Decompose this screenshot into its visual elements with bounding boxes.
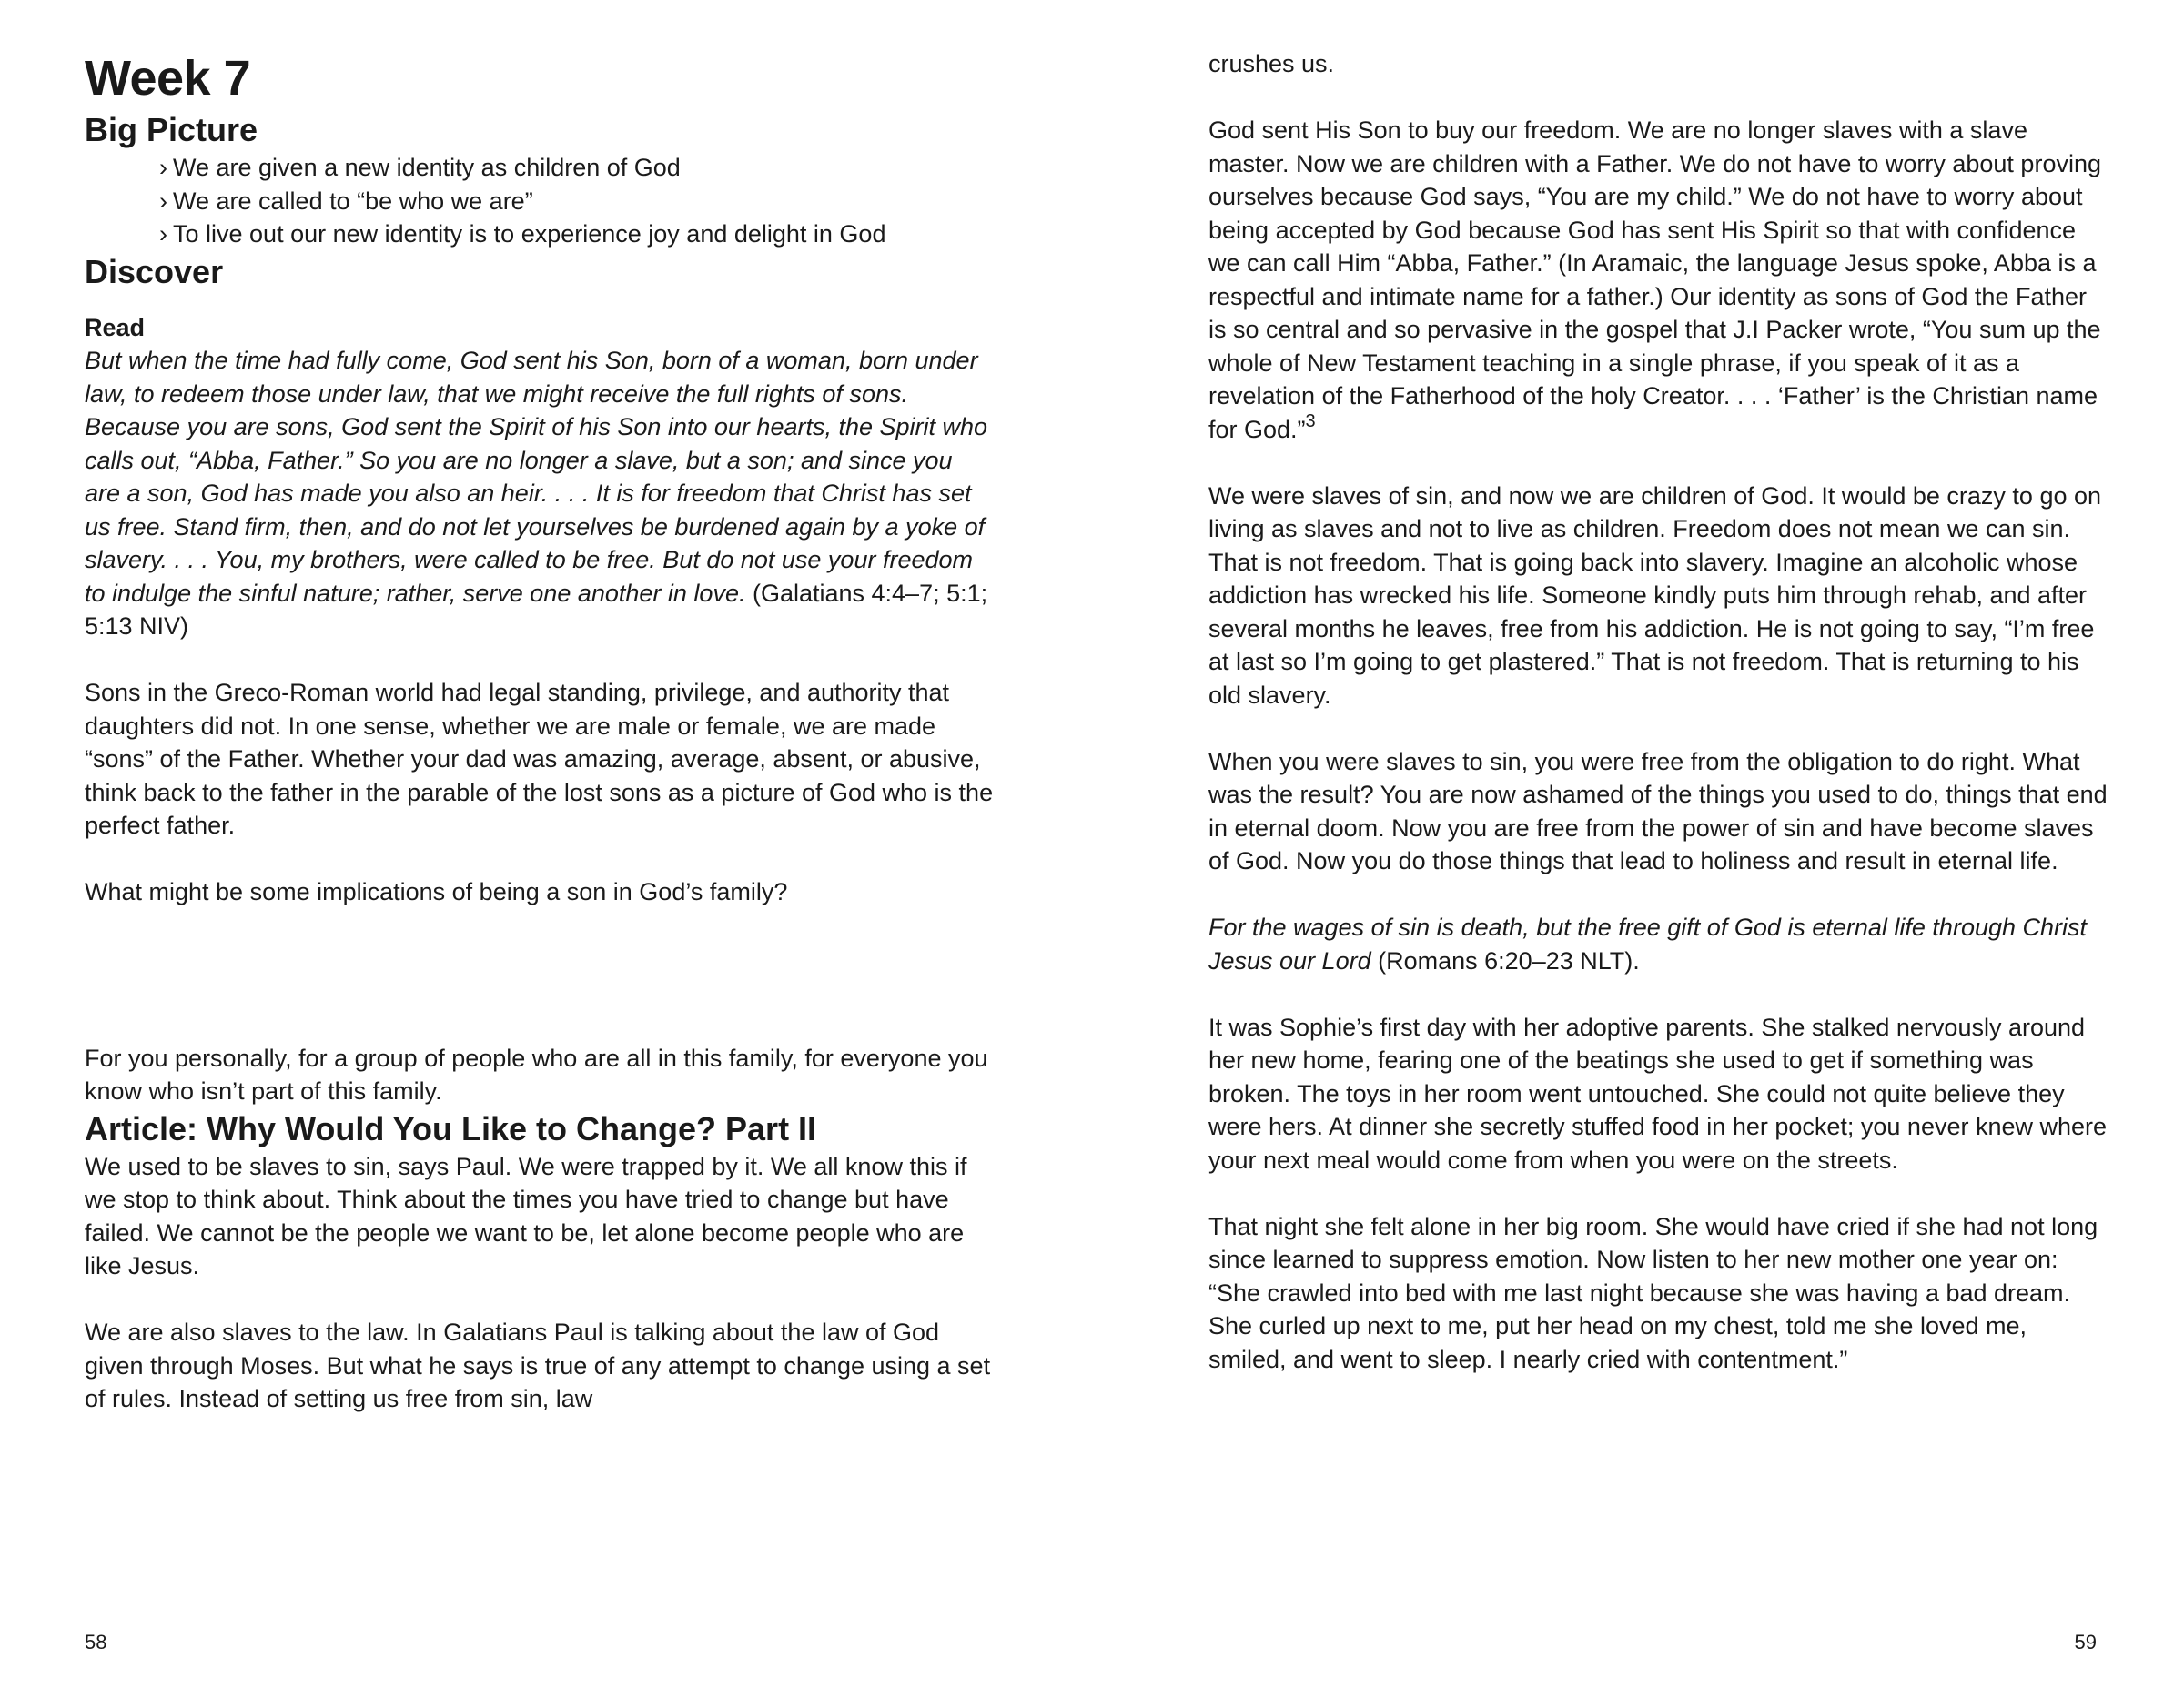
article-paragraph (1208, 114, 2109, 446)
list-item (159, 185, 995, 218)
list-item (159, 217, 995, 251)
list-item-text: We are called to “be who we are” (173, 187, 533, 215)
right-column (1208, 47, 2109, 1376)
scripture-passage (85, 344, 995, 643)
quote-reference: (Romans 6:20–23 NLT). (1370, 946, 1640, 975)
discussion-question-1: What might be some implications of being a son in God’s family? (85, 878, 788, 905)
list-item-text: To live out our new identity is to experience joy and delight in God (173, 220, 886, 248)
quote-text: For the wages of sin is death, but the free gift of God is eternal life through Christ Jesus our Lord (1208, 914, 2088, 975)
read-label: Read (85, 313, 146, 341)
list-item (159, 151, 995, 185)
article-heading: Article: Why Would You Like to Change? Part II (85, 1109, 817, 1147)
right-page (1092, 0, 2184, 1688)
article-paragraph: That night she felt alone in her big room. She would have cried if she had not long since learned to suppress emotion. Now listen to her new mother one year on: “She crawled into bed with me last night because she was having a bad dream. She curled up next to me, put her head on my chest, told me she loved me, smiled, and went to sleep. I nearly cried with contentment.” (1208, 1212, 2098, 1373)
chevron-right-icon: › (159, 220, 167, 248)
left-column (85, 47, 995, 1416)
chevron-right-icon: › (159, 187, 167, 215)
article-paragraph: When you were slaves to sin, you were free from the obligation to do right. What was the result? You are now ashamed of the things you used to do, things that end in eternal doom. Now you are free from the power of sin and have become slaves of God. Now you do those things that lead to holiness and result in eternal life. (1208, 747, 2108, 874)
discover-paragraph: Sons in the Greco-Roman world had legal standing, privilege, and authority that daughters did not. In one sense, whether we are male or female, we are made “sons” of the Father. Whether your dad was amazing, average, absent, or abusive, think back to the father in the parable of the lost sons as a picture of God who is the perfect father. (85, 679, 994, 839)
big-picture-heading: Big Picture (85, 111, 258, 148)
answer-space (85, 909, 995, 1042)
scripture-reference: (Galatians 4:4–7; 5:1; 5:13 NIV) (85, 579, 988, 640)
article-paragraph: We used to be slaves to sin, says Paul. We were trapped by it. We all know this if we stop to think about. Think about the times you have tried to change but have failed. We cannot be the people we want to be, let alone become people who are like Jesus. (85, 1152, 967, 1279)
discussion-question-2: For you personally, for a group of people who are all in this family, for everyone you know who isn’t part of this family. (85, 1044, 988, 1105)
chevron-right-icon: › (159, 154, 167, 181)
article-paragraph: We are also slaves to the law. In Galatians Paul is talking about the law of God given through Moses. But what he says is true of any attempt to change using a set of rules. Instead of setting us free from sin, law (85, 1319, 991, 1412)
page-number: 58 (85, 1631, 107, 1653)
article-paragraph: It was Sophie’s first day with her adoptive parents. She stalked nervously around her new home, fearing one of the beatings she used to get if something was broken. The toys in her room went untouched. She could not quite believe they were hers. At dinner she secretly stuffed food in her pocket; you never knew where your next meal would come from when you were on the streets. (1208, 1013, 2108, 1174)
footnote-marker: 3 (1305, 410, 1316, 431)
article-paragraph: We were slaves of sin, and now we are children of God. It would be crazy to go on living as slaves and not to live as children. Freedom does not mean we can sin. That is not freedom. That is going back into slavery. Imagine an alcoholic whose addiction has wrecked his life. Someone kindly puts him through rehab, and after several months he leaves, free from his addiction. He is not going to say, “I’m free at last so I’m going to get plastered.” That is not freedom. That is returning to his old slavery. (1208, 481, 2102, 709)
scripture-text: But when the time had fully come, God sent his Son, born of a woman, born under law, to redeem those under law, that we might receive the full rights of sons. Because you are sons, God sent the Spirit of his Son into our hearts, the Spirit who calls out, “Abba, Father.” So you are no longer a slave, but a son; and since you are a son, God has made you also an heir. . . . It is for freedom that Christ has set us free. Stand firm, then, and do not let yourselves be burdened again by a yoke of slavery. . . . You, my brothers, were called to be free. But do not use your freedom to indulge the sinful nature; rather, serve one another in love. (85, 347, 988, 607)
big-picture-list (85, 151, 995, 251)
article-continuation: crushes us. (1208, 50, 1335, 77)
discover-heading: Discover (85, 252, 224, 290)
week-title: Week 7 (85, 51, 251, 106)
page-number: 59 (2074, 1631, 2097, 1653)
list-item-text: We are given a new identity as children of God (173, 154, 681, 181)
scripture-quote (1208, 911, 2109, 977)
paragraph-text: God sent His Son to buy our freedom. We are no longer slaves with a slave master. Now we are children with a Father. We do not have to worry about proving ourselves because God says, “You are my child.” We do not have to worry about being accepted by God because God has sent His Spirit so that with confidence we can call Him “Abba, Father.” (In Aramaic, the language Jesus spoke, Abba is a respectful and intimate name for a father.) Our identity as sons of God the Father is so central and so pervasive in the gospel that J.I Packer wrote, “You sum up the whole of New Testament teaching in a single phrase, if you speak of it as a revelation of the Fatherhood of the holy Creator. . . . ‘Father’ is the Christian name for God.” (1208, 116, 2101, 443)
